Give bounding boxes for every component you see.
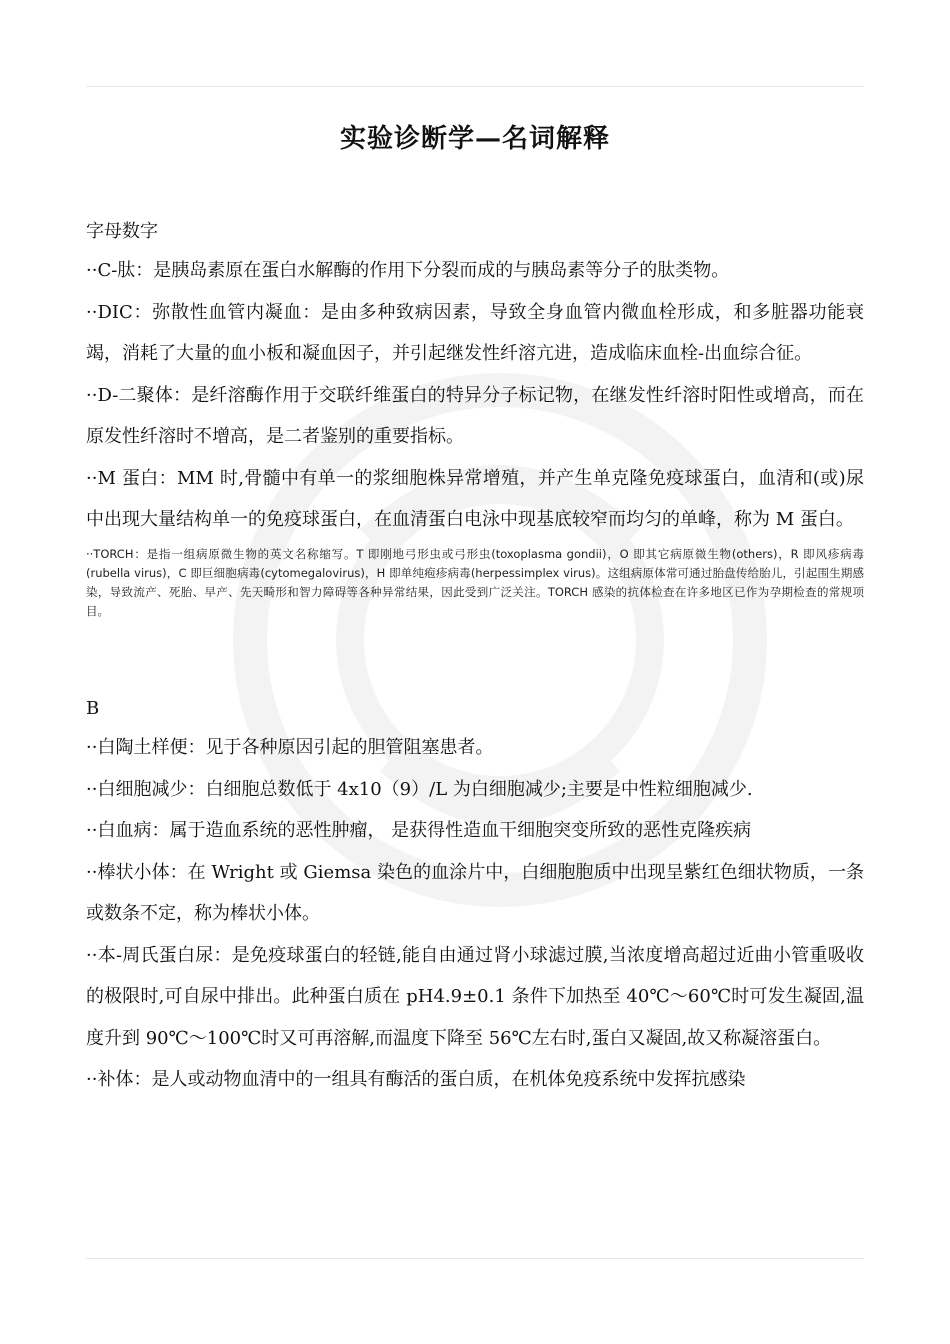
page-title: 实验诊断学—名词解释 [339,124,610,154]
footer-rule [86,1258,864,1259]
term-entry: ··白细胞减少：白细胞总数低于 4x10（9）/L 为白细胞减少;主要是中性粒细胞减少. [86,778,753,800]
term-entry: ··C-肽：是胰岛素原在蛋白水解酶的作用下分裂而成的与胰岛素等分子的肽类物。 [86,260,730,281]
term-entry: ··M 蛋白：MM 时,骨髓中有单一的浆细胞株异常增殖，并产生单克隆免疫球蛋白，血清和(或)尿中出现大量结构单一的免疫球蛋白，在血清蛋白电泳中现基底较窄而均匀的单峰，称为 M 蛋白。 [86,467,864,530]
term-entry: ··白血病：属于造血系统的恶性肿瘤， 是获得性造血干细胞突变所致的恶性克隆疾病 [86,820,752,842]
term-entry: ··棒状小体：在 Wright 或 Giemsa 染色的血涂片中，白细胞胞质中出现呈紫红色细状物质，一条或数条不定，称为棒状小体。 [86,861,864,925]
header-rule [86,86,864,87]
term-entry-small: ··TORCH：是指一组病原微生物的英文名称缩写。T 即刚地弓形虫或弓形虫(toxoplasma gondii)，O 即其它病原微生物(others)，R 即风疹病毒(rubella virus)，C 即巨细胞病毒(cytomegalovirus)，H 即单纯疱疹病毒(herpessimplex virus)。这组病原体常可通过胎盘传给胎儿，引起围生期感染，导致流产、死胎、早产、先天畸形和智力障碍等各种异常结果，因此受到广泛关注。TORCH 感染的抗体检查在许多地区已作为孕期检查的常规项目。 [86,546,864,619]
term-entry: ··D-二聚体：是纤溶酶作用于交联纤维蛋白的特异分子标记物，在继发性纤溶时阳性或增高，而在原发性纤溶时不增高，是二者鉴别的重要指标。 [86,384,864,447]
section-gap [86,621,864,691]
section-heading-letters-numbers: 字母数字 [86,221,158,242]
term-entry: ··本-周氏蛋白尿：是免疫球蛋白的轻链,能自由通过肾小球滤过膜,当浓度增高超过近曲小管重吸收的极限时,可自尿中排出。此种蛋白质在 pH4.9±0.1 条件下加热至 40℃～60℃时可发生凝固,温度升到 90℃～100℃时又可再溶解,而温度下降至 56℃左右时,蛋白又凝固,故又称凝溶蛋白。 [86,944,864,1049]
document-body [86,214,864,1101]
term-entry: ··补体：是人或动物血清中的一组具有酶活的蛋白质，在机体免疫系统中发挥抗感染 [86,1069,746,1091]
section-heading-b: B [86,698,100,720]
term-entry: ··DIC：弥散性血管内凝血：是由多种致病因素，导致全身血管内微血栓形成，和多脏器功能衰竭，消耗了大量的血小板和凝血因子，并引起继发性纤溶亢进，造成临床血栓-出血综合征。 [86,301,864,364]
term-entry: ··白陶土样便：见于各种原因引起的胆管阻塞患者。 [86,737,494,759]
